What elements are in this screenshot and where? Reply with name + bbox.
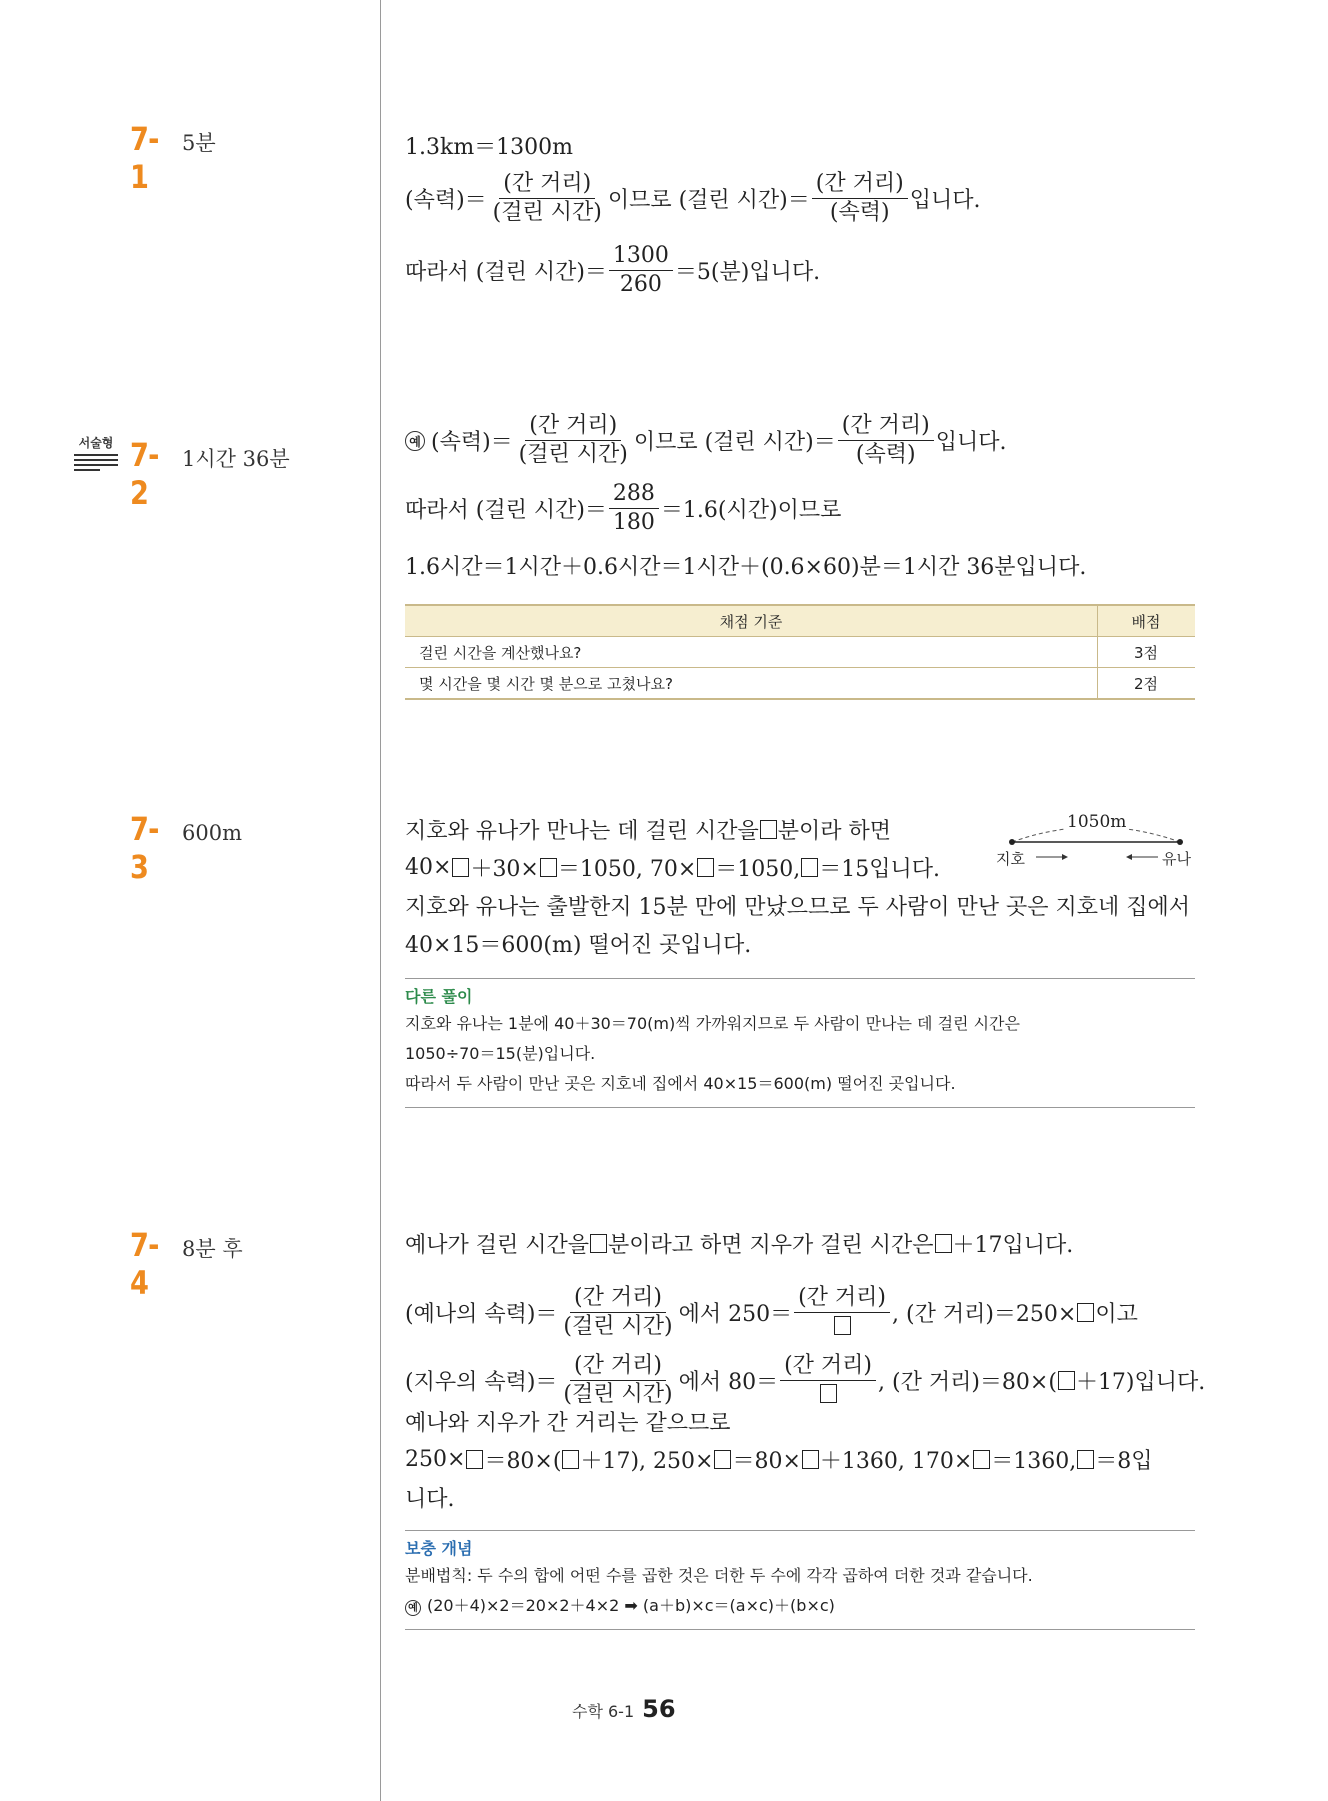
question-number: 7-4 — [130, 1226, 159, 1302]
text: 분이라 하면 — [777, 819, 892, 844]
text: 입니다. — [909, 188, 981, 214]
blank-box — [973, 1450, 990, 1469]
question-number: 7-3 — [130, 810, 159, 886]
numerator: 1300 — [609, 244, 673, 271]
text: ＋17입니다. — [952, 1233, 1074, 1258]
note-line: 분배법칙: 두 수의 합에 어떤 수를 곱한 것은 더한 두 수에 각각 곱하여 더한 것과 같습니다. — [405, 1566, 1033, 1585]
s3-line-1 — [405, 814, 891, 845]
arrow-right-head — [1062, 854, 1068, 860]
note-text: (20＋4)×2＝20×2＋4×2 ➡ (a＋b)×c＝(a×c)＋(b×c) — [427, 1596, 835, 1615]
denominator: (걸린 시간) — [563, 1314, 673, 1340]
s3-line-3 — [405, 890, 1190, 921]
text: ＋30× — [470, 857, 539, 882]
s2-line-2 — [405, 482, 841, 535]
text: ＋1360, 170× — [819, 1449, 973, 1474]
numerator: (간 거리) — [838, 414, 934, 441]
denominator: (속력) — [829, 200, 890, 226]
s3-line-2 — [405, 852, 940, 883]
question-answer: 5분 — [182, 131, 216, 155]
note-line: 지호와 유나는 1분에 40＋30＝70(m)씩 가까워지므로 두 사람이 만나는 데 걸린 시간은 — [405, 1014, 1020, 1033]
blank-box — [452, 858, 469, 877]
column-divider — [380, 0, 381, 1801]
end-point — [1177, 839, 1183, 845]
text: 입니다. — [935, 430, 1007, 456]
text: (속력)＝ — [431, 430, 513, 456]
text: 지호와 유나는 출발한지 15분 만에 만났으므로 두 사람이 만난 곳은 지호네 집에서 — [405, 895, 1190, 920]
table-row — [405, 637, 1195, 668]
question-number: 7-1 — [130, 120, 159, 196]
text: 에서 250＝ — [678, 1302, 793, 1328]
note-line: 1050÷70＝15(분)입니다. — [405, 1044, 596, 1063]
points-cell: 2점 — [1098, 668, 1196, 700]
s3-line-4 — [405, 928, 751, 959]
scoring-table — [405, 604, 1195, 700]
fraction — [609, 482, 659, 535]
text: ＝1050, — [715, 857, 801, 882]
text: 40×15＝600(m) 떨어진 곳입니다. — [405, 933, 752, 958]
arrow-left-head — [1126, 854, 1132, 860]
distance-label: 1050m — [1064, 812, 1129, 832]
fraction — [559, 1286, 676, 1339]
criteria-cell: 몇 시간을 몇 시간 몇 분으로 고쳤나요? — [405, 668, 1098, 700]
left-person-label: 지호 — [996, 850, 1025, 868]
numerator: 288 — [609, 482, 659, 509]
denominator: (걸린 시간) — [492, 200, 602, 226]
question-answer: 1시간 36분 — [182, 447, 290, 471]
text: , (간 거리)＝250× — [892, 1302, 1077, 1328]
blank-box — [714, 1450, 731, 1469]
numerator: (간 거리) — [525, 414, 621, 441]
blank-box — [760, 820, 777, 839]
text: 1.3km＝1300m — [405, 135, 574, 160]
text: 1.6시간＝1시간＋0.6시간＝1시간＋(0.6×60)분＝1시간 36분입니다. — [405, 555, 1087, 580]
alternative-solution-box — [405, 978, 1195, 1108]
text: ＝1050, 70× — [557, 857, 697, 882]
question-number: 7-2 — [130, 436, 159, 512]
blank-box — [540, 858, 557, 877]
fraction — [559, 1354, 676, 1407]
numerator: (간 거리) — [570, 1286, 666, 1313]
start-point — [1009, 839, 1015, 845]
text: (지우의 속력)＝ — [405, 1370, 558, 1396]
text: 분이라고 하면 지우가 걸린 시간은 — [608, 1233, 934, 1258]
denominator: 180 — [612, 510, 655, 536]
text: 이므로 (걸린 시간)＝ — [633, 430, 836, 456]
blank-box — [1077, 1303, 1094, 1322]
text: (속력)＝ — [405, 188, 487, 214]
essay-badge — [74, 434, 118, 474]
blank-box — [562, 1450, 579, 1469]
fraction — [794, 1286, 890, 1339]
numerator: (간 거리) — [570, 1354, 666, 1381]
blank-box — [466, 1450, 483, 1469]
blank-box — [834, 1316, 851, 1335]
note-title: 다른 풀이 — [405, 987, 473, 1006]
s4-line-5 — [405, 1444, 1153, 1475]
text: 250× — [405, 1447, 466, 1472]
s2-line-3 — [405, 550, 1086, 581]
text: ＝80×( — [484, 1449, 562, 1474]
blank-box — [1058, 1371, 1075, 1390]
text: 40× — [405, 855, 452, 880]
text: 지호와 유나가 만나는 데 걸린 시간을 — [405, 819, 759, 844]
essay-badge-label: 서술형 — [78, 436, 114, 450]
note-line — [405, 1591, 1195, 1621]
text: ＝80× — [732, 1449, 801, 1474]
lines-icon — [74, 454, 118, 471]
question-answer: 600m — [182, 821, 242, 845]
fraction — [609, 244, 673, 297]
s1-line-1 — [405, 130, 573, 161]
fraction — [780, 1354, 876, 1407]
s4-line-4 — [405, 1406, 731, 1437]
denominator: (속력) — [855, 442, 916, 468]
question-7-1-label — [130, 120, 216, 196]
right-person-label: 유나 — [1162, 850, 1191, 868]
s2-line-1 — [405, 414, 1006, 467]
denominator — [815, 1381, 842, 1407]
text: ＝1360, — [991, 1449, 1077, 1474]
text: ＋17)입니다. — [1075, 1370, 1206, 1396]
fraction — [515, 414, 632, 467]
s4-line-1 — [405, 1228, 1073, 1259]
blank-box — [820, 1384, 837, 1403]
numerator: (간 거리) — [812, 172, 908, 199]
denominator — [829, 1313, 856, 1339]
text: ＝15입니다. — [819, 857, 941, 882]
subject-label: 수학 6-1 — [572, 1702, 635, 1721]
text: 이므로 (걸린 시간)＝ — [607, 188, 810, 214]
text: 따라서 (걸린 시간)＝ — [405, 498, 607, 524]
blank-box — [697, 858, 714, 877]
blank-box — [801, 858, 818, 877]
denominator: 260 — [619, 272, 662, 298]
fraction — [812, 172, 908, 225]
text: 에서 80＝ — [678, 1370, 779, 1396]
question-answer: 8분 후 — [182, 1237, 243, 1261]
text: 따라서 (걸린 시간)＝ — [405, 260, 607, 286]
question-7-4-label — [130, 1226, 243, 1302]
s4-line-3 — [405, 1354, 1205, 1407]
points-cell: 3점 — [1098, 637, 1196, 668]
header-criteria: 채점 기준 — [405, 605, 1098, 637]
text: 니다. — [405, 1487, 455, 1512]
text: 예나가 걸린 시간을 — [405, 1233, 590, 1258]
numerator: (간 거리) — [794, 1286, 890, 1313]
blank-box — [935, 1234, 952, 1253]
s4-line-2 — [405, 1286, 1138, 1339]
distance-diagram — [996, 812, 1196, 872]
text: , (간 거리)＝80×( — [878, 1370, 1057, 1396]
text: ＝5(분)입니다. — [674, 260, 821, 286]
s1-line-2 — [405, 172, 980, 225]
page-footer — [572, 1695, 676, 1723]
numerator: (간 거리) — [780, 1354, 876, 1381]
supplementary-concept-box — [405, 1530, 1195, 1630]
table-row — [405, 668, 1195, 700]
note-line: 따라서 두 사람이 만난 곳은 지호네 집에서 40×15＝600(m) 떨어진 곳입니다. — [405, 1074, 956, 1093]
example-mark: 예 — [405, 431, 425, 451]
fraction — [489, 172, 606, 225]
criteria-cell: 걸린 시간을 계산했나요? — [405, 637, 1098, 668]
s1-line-3 — [405, 244, 820, 297]
blank-box — [1077, 1450, 1094, 1469]
numerator: (간 거리) — [499, 172, 595, 199]
note-title: 보충 개념 — [405, 1539, 473, 1558]
s4-line-6 — [405, 1482, 455, 1513]
blank-box — [802, 1450, 819, 1469]
example-mark: 예 — [405, 1600, 421, 1616]
denominator: (걸린 시간) — [563, 1382, 673, 1408]
question-7-2-label — [130, 436, 290, 512]
text: (예나의 속력)＝ — [405, 1302, 558, 1328]
fraction — [838, 414, 934, 467]
header-points: 배점 — [1098, 605, 1196, 637]
denominator: (걸린 시간) — [518, 442, 628, 468]
page-number: 56 — [642, 1695, 676, 1723]
text: 이고 — [1095, 1302, 1138, 1328]
text: 예나와 지우가 간 거리는 같으므로 — [405, 1411, 731, 1436]
table-header — [405, 605, 1195, 637]
text: ＝8입 — [1095, 1449, 1153, 1474]
question-7-3-label — [130, 810, 242, 886]
text: ＋17), 250× — [580, 1449, 714, 1474]
text: ＝1.6(시간)이므로 — [660, 498, 842, 524]
blank-box — [590, 1234, 607, 1253]
